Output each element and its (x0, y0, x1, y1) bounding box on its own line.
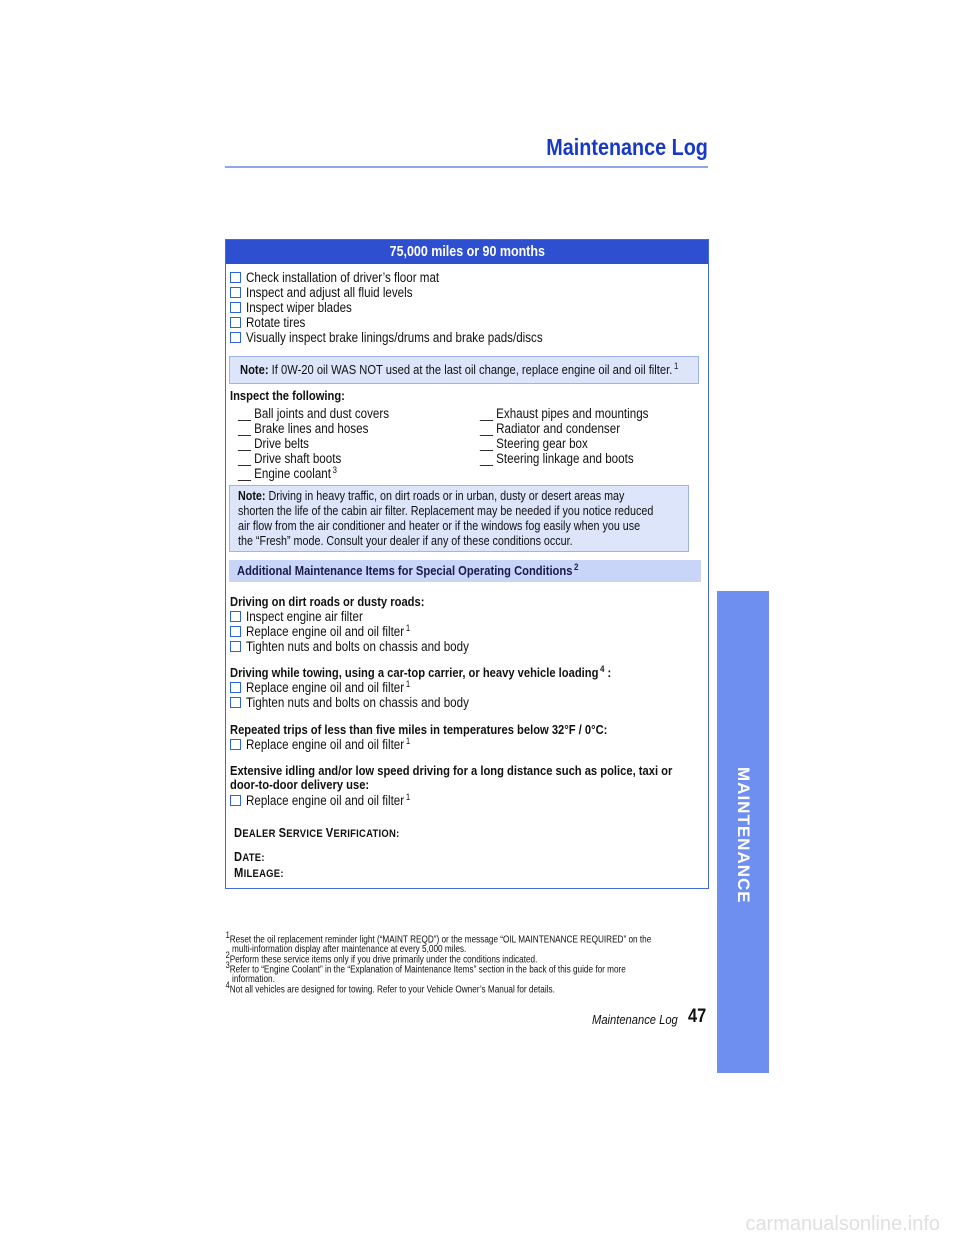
watermark: carmanualsonline.info (745, 1213, 940, 1235)
mileage-label: MILEAGE: (234, 865, 284, 880)
dealer-verification-label: DEALER SERVICE VERIFICATION: (234, 825, 400, 840)
checkbox-icon[interactable] (230, 332, 241, 343)
interval-header: 75,000 miles or 90 months (226, 240, 708, 264)
footnote-ref: 1 (405, 735, 411, 746)
title-divider (225, 166, 708, 168)
note-text: If 0W-20 oil WAS NOT used at the last oil change, replace engine oil and oil filter. (271, 362, 673, 377)
special-conditions: Driving on dirt roads or dusty roads: Inspect engine air filter Replace engine oil and oil filter $^1$ Tighten nuts and bolts on chassis and body Driving while towing, using a car-top carrier, or heavy vehicle loading $^4$ : Replace engine oil and oil filter $^1$ Tighten nuts and bolts on chassis and body Repeated trips of less than five miles in temperatures below 32°F / 0°C: Replace engine oil and oil filter $^1$ Extensive idling and/or low speed driving for a long distance such as police, taxi or door-to-door delivery use: Replace engine oil and oil filter $^1$ (230, 594, 673, 808)
checkbox-icon[interactable] (230, 272, 241, 283)
footnote: $^3$Refer to “Engine Coolant” in the “Explanation of Maintenance Items” section in the back of this guide for more (225, 960, 626, 976)
side-tab-label: MAINTENANCE (734, 766, 753, 904)
page-title: Maintenance Log (546, 134, 708, 160)
oil-note (229, 356, 699, 384)
checkbox-icon[interactable] (230, 739, 241, 750)
page-number: 47 (688, 1006, 707, 1027)
footnote: $^1$Reset the oil replacement reminder light (“MAINT REQD”) or the message “OIL MAINTENANCE REQUIRED” on the (225, 930, 652, 946)
date-label: DATE: (234, 849, 265, 864)
footnote: $^4$Not all vehicles are designed for towing. Refer to your Vehicle Owner’s Manual for details. (225, 980, 555, 996)
footnote-ref: 1 (405, 678, 411, 689)
footnote-ref: 1 (405, 622, 411, 633)
footnote-ref: 4 (600, 663, 605, 674)
inspect-heading: Inspect the following: (230, 388, 345, 403)
checkbox-icon[interactable] (230, 641, 241, 652)
service-interval-box: 75,000 miles or 90 months Check installation of driver’s floor mat Inspect and adjust all fluid levels Inspect wiper blades Rotate tires Visually inspect brake linings/drums and brake pads/discs Note: If 0W-20 oil WAS NOT used at the last oil change, replace engine oil and oil filter. $^1$ Inspect the following: __ Ball joints and dust covers __ Brake lines and hoses __ Drive belts __ Drive shaft boots __ Engine coolant $^3$ __ Exhaust pipes and mountings __ Radiator and condenser __ Steering gear box __ Steering linkage and boots Note: Driving in heavy traffic, on dirt roads or in urban, dusty or desert areas may shorten the life of the cabin air filter. Replacement may be needed if you notice reduced air flow from the air conditioner and heater or if the windows fog easily when you use the “Fresh” mode. Consult your dealer if any of these conditions occur. Additional Maintenance Items for Special Operating Conditions $^2$ Driving on dirt roads or dusty roads: Inspect engine air filter Replace engine oil and oil filter $^1$ Tighten nuts and bolts on chassis and body Driving while towing, using a car-top carrier, or heavy vehicle loading $^4$ : Replace engine oil and oil filter $^1$ Tighten nuts and bolts on chassis and body Repeated trips of less than five miles in temperatures below 32°F / 0°C: Replace engine oil and oil filter $^1$ Extensive idling and/or low speed driving for a long distance such as police, taxi or door-to-door delivery use: Replace engine oil and oil filter $^1$ DEALER SERVICE VERIFICATION: DATE: MILEAGE: (225, 239, 709, 889)
note-label: Note: (240, 362, 269, 377)
footnote: multi-information display after maintenance at every 5,000 miles. (232, 944, 467, 955)
checkbox-icon[interactable] (230, 626, 241, 637)
footnote-ref: 3 (332, 464, 337, 475)
footer-section-label: Maintenance Log (592, 1012, 678, 1027)
note-label: Note: (238, 489, 266, 503)
checkbox-icon[interactable] (230, 317, 241, 328)
footnote-ref: 1 (674, 360, 679, 371)
checkbox-icon[interactable] (230, 682, 241, 693)
footnotes (224, 930, 724, 996)
footnote: information. (232, 974, 275, 985)
checkbox-icon[interactable] (230, 287, 241, 298)
footnote-ref: 2 (574, 561, 579, 572)
cabin-filter-note: Note: Driving in heavy traffic, on dirt roads or in urban, dusty or desert areas may shorten the life of the cabin air filter. Replacement may be needed if you notice reduced air flow from the air conditioner and heater or if the windows fog easily when you use the “Fresh” mode. Consult your dealer if any of these conditions occur. (229, 485, 689, 552)
additional-items-header: Additional Maintenance Items for Special Operating Conditions $^2$ (229, 560, 701, 582)
checkbox-icon[interactable] (230, 302, 241, 313)
checkbox-icon[interactable] (230, 697, 241, 708)
checkbox-icon[interactable] (230, 795, 241, 806)
footnote: $^2$Perform these service items only if you drive primarily under the conditions indicated. (225, 950, 538, 966)
footnote-ref: 1 (405, 791, 411, 802)
checkbox-icon[interactable] (230, 611, 241, 622)
